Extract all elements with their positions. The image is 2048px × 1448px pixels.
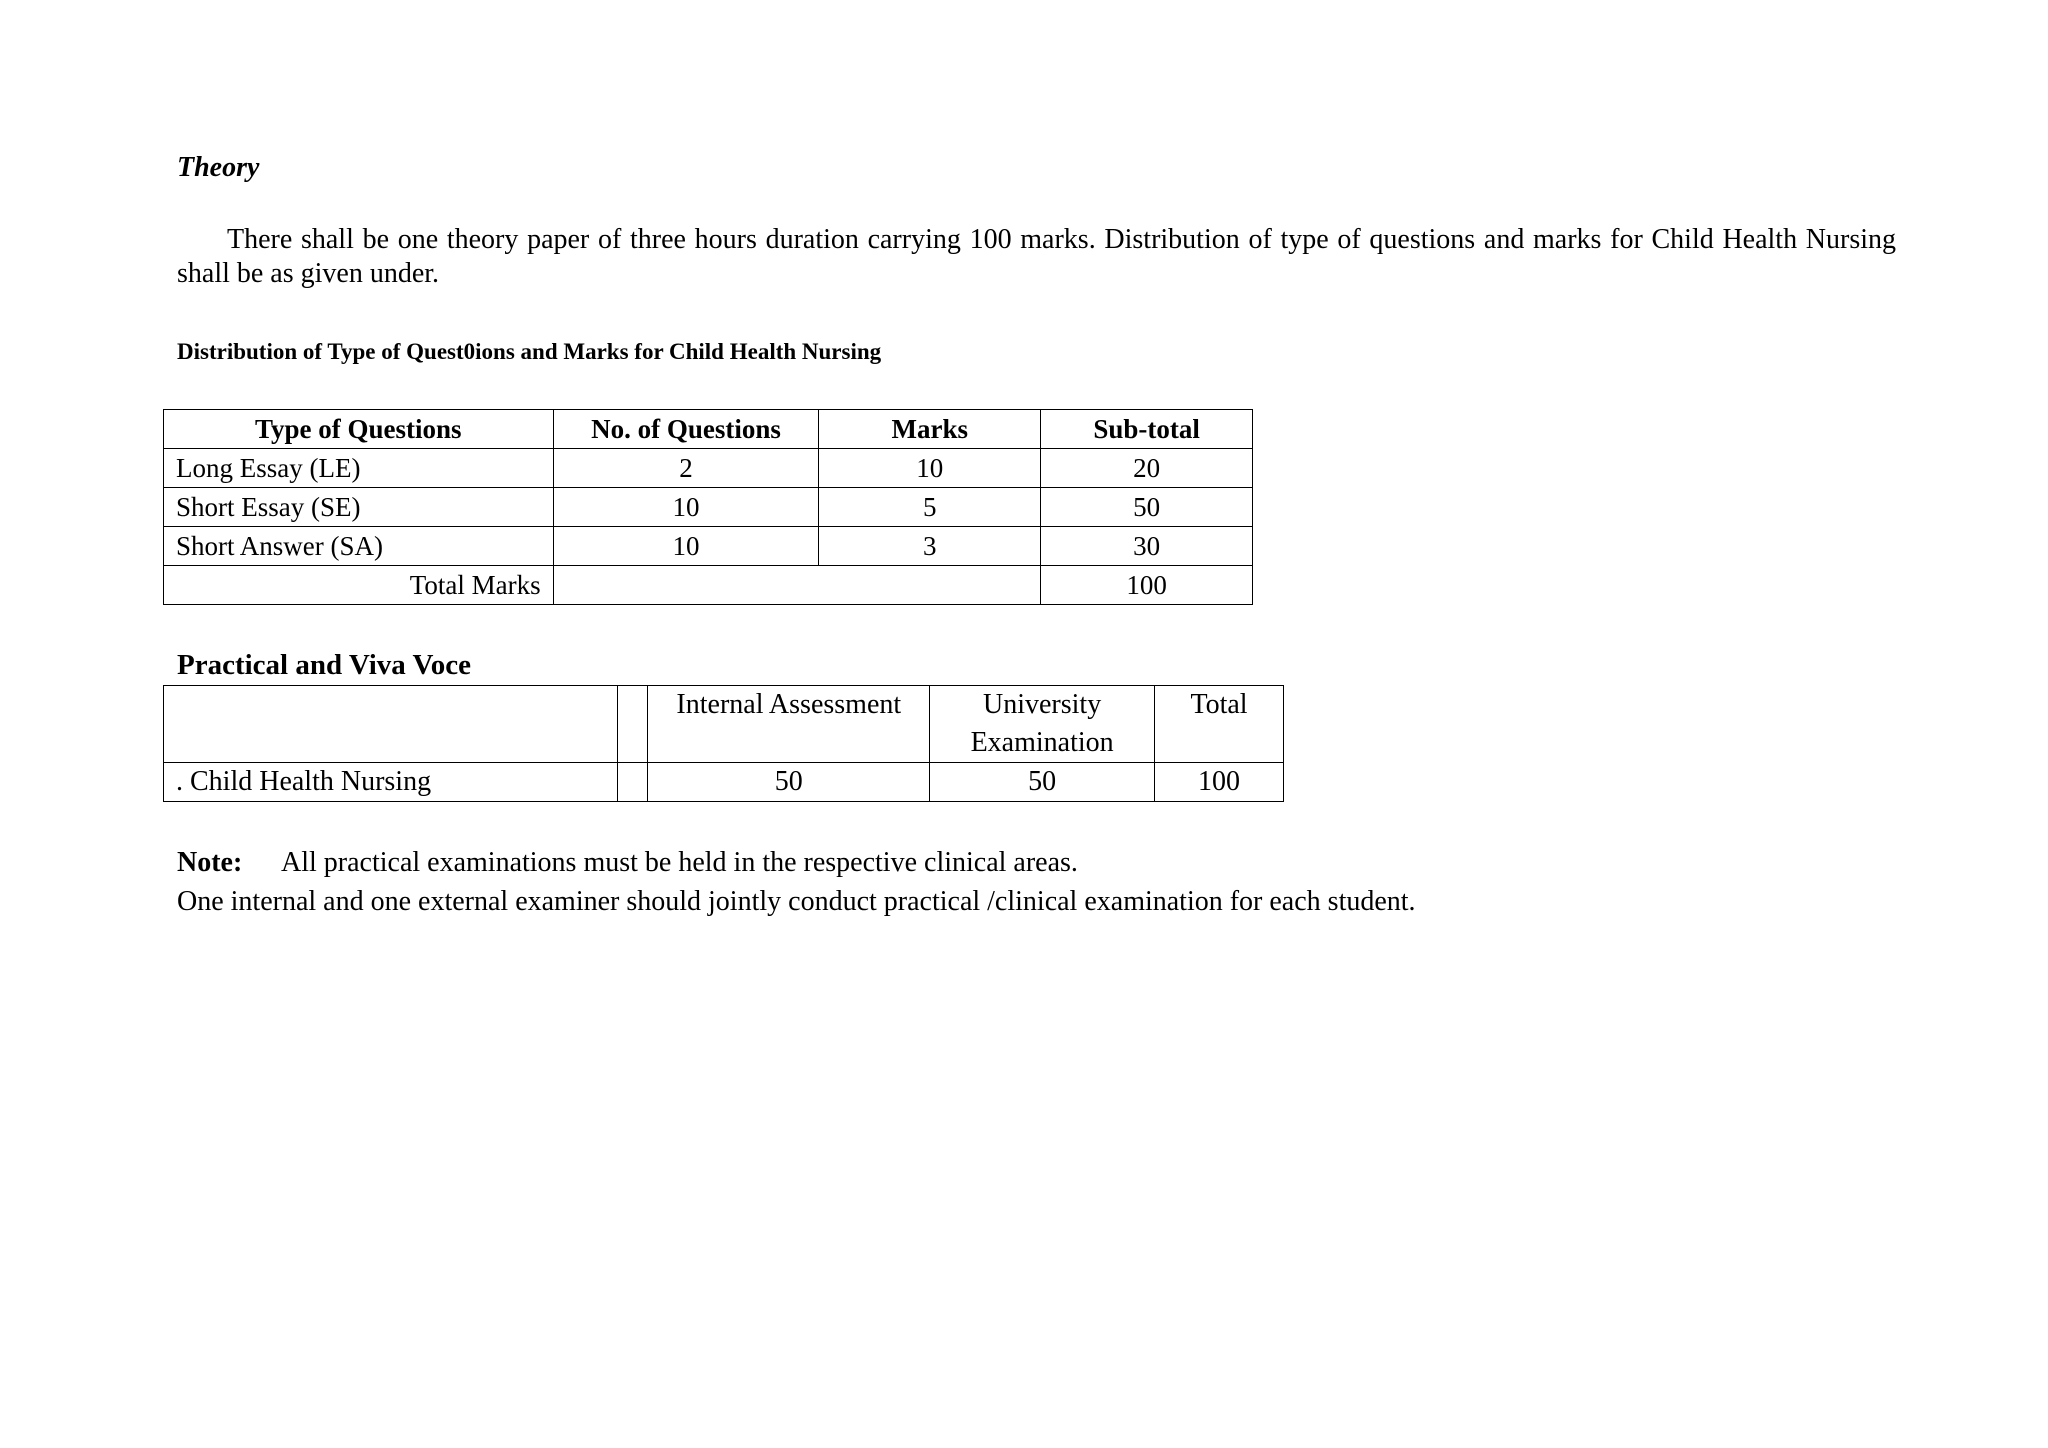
total-marks-value: 100 (1041, 566, 1253, 605)
header-subject (164, 686, 618, 763)
practical-marks-table (163, 685, 1284, 802)
subtotal-cell: 30 (1041, 527, 1253, 566)
question-count-cell: 10 (553, 488, 819, 527)
question-type-cell: Long Essay (LE) (164, 449, 554, 488)
question-count-cell: 2 (553, 449, 819, 488)
header-university-examination: University Examination (930, 686, 1155, 763)
header-total: Total (1155, 686, 1284, 763)
total-empty-cell (553, 566, 1041, 605)
subtotal-cell: 50 (1041, 488, 1253, 527)
header-internal-assessment: Internal Assessment (648, 686, 930, 763)
marks-cell: 10 (819, 449, 1041, 488)
header-sub-total: Sub-total (1041, 410, 1253, 449)
practical-heading: Practical and Viva Voce (177, 649, 472, 681)
table-header-row (164, 410, 1253, 449)
table-row (164, 527, 1253, 566)
theory-paragraph: There shall be one theory paper of three hours duration carrying 100 marks. Distribution of type of questions and marks for Child Health Nursing shall be as given under. (177, 224, 1896, 289)
spacer-cell (618, 763, 648, 802)
note-second-line: One internal and one external examiner should jointly conduct practical /clinical examination for each student. (177, 886, 1416, 917)
total-cell: 100 (1155, 763, 1284, 802)
table-row (164, 763, 1284, 802)
subject-cell: . Child Health Nursing (164, 763, 618, 802)
theory-marks-table (163, 409, 1253, 605)
total-marks-label: Total Marks (164, 566, 554, 605)
question-type-cell: Short Essay (SE) (164, 488, 554, 527)
total-row (164, 566, 1253, 605)
table-row (164, 488, 1253, 527)
theory-heading: Theory (177, 152, 260, 183)
note-text: All practical examinations must be held in the respective clinical areas. (281, 847, 1078, 878)
table-row (164, 449, 1253, 488)
theory-table-caption: Distribution of Type of Quest0ions and Marks for Child Health Nursing (177, 339, 882, 364)
internal-assessment-cell: 50 (648, 763, 930, 802)
university-examination-cell: 50 (930, 763, 1155, 802)
header-marks: Marks (819, 410, 1041, 449)
note-label: Note: (177, 847, 243, 878)
header-type-of-questions: Type of Questions (164, 410, 554, 449)
subtotal-cell: 20 (1041, 449, 1253, 488)
question-type-cell: Short Answer (SA) (164, 527, 554, 566)
marks-cell: 5 (819, 488, 1041, 527)
table-header-row (164, 686, 1284, 763)
note-line (177, 844, 1078, 882)
header-spacer (618, 686, 648, 763)
question-count-cell: 10 (553, 527, 819, 566)
header-no-of-questions: No. of Questions (553, 410, 819, 449)
marks-cell: 3 (819, 527, 1041, 566)
